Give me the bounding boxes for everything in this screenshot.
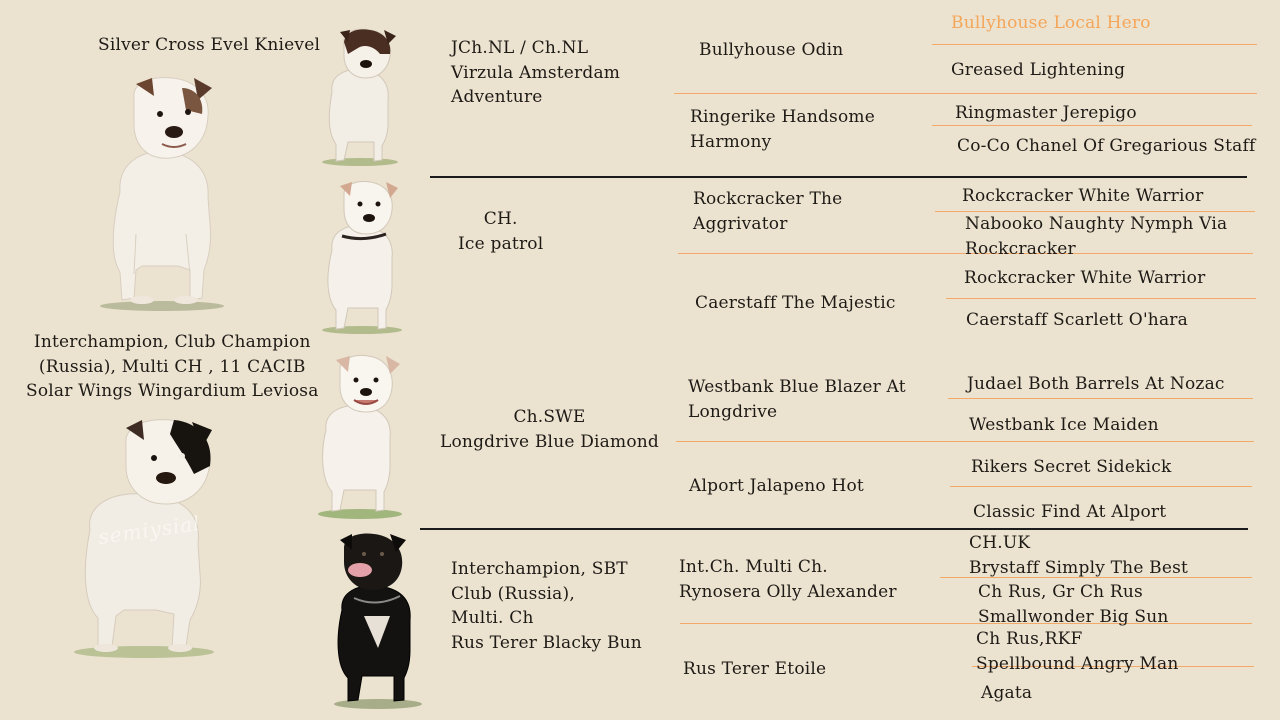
gen3-entry-6: Nabooko Naughty Nymph Via Rockcracker (965, 214, 1228, 259)
gen3-entry-8: Caerstaff Scarlett O'hara (966, 310, 1188, 330)
gen2-entry-1: Bullyhouse Odin (699, 40, 844, 60)
gen3-entry-11: Rikers Secret Sidekick (971, 457, 1172, 477)
separator-line (946, 298, 1256, 299)
gen1-entry-1: JCh.NL / Ch.NL Virzula Amsterdam Adventure (451, 38, 621, 107)
gen3-entry-7: Rockcracker White Warrior (964, 268, 1206, 288)
separator-line (676, 441, 1254, 442)
separator-line (932, 44, 1257, 45)
gen2-entry-5: Westbank Blue Blazer At Longdrive (688, 377, 906, 422)
gen3-entry-9: Judael Both Barrels At Nozac (967, 374, 1225, 394)
separator-line (674, 93, 1257, 94)
gen3-entry-13: CH.UK Brystaff Simply The Best (969, 533, 1189, 578)
gen1-photo-2 (314, 180, 410, 336)
dam-name: Interchampion, Club Champion (Russia), Multi CH , 11 CACIB Solar Wings Wingardium Leviosa (26, 332, 319, 401)
separator-line (950, 486, 1252, 487)
sire-name: Silver Cross Evel Knievel (98, 35, 321, 55)
gen1-entry-4: Interchampion, SBT Club (Russia), Multi. Ch Rus Terer Blacky Bun (451, 559, 642, 653)
sire-photo (82, 74, 242, 314)
gen3-entry-14: Ch Rus, Gr Ch Rus Smallwonder Big Sun (978, 582, 1169, 627)
gen2-entry-7: Int.Ch. Multi Ch. Rynosera Olly Alexander (679, 557, 897, 602)
gen1-entry-2: CH. Ice patrol (458, 209, 544, 254)
gen1-photo-4 (326, 530, 430, 710)
gen3-entry-10: Westbank Ice Maiden (969, 415, 1159, 435)
divider-line (430, 176, 1247, 178)
gen2-entry-8: Rus Terer Etoile (683, 659, 827, 679)
gen2-entry-3: Rockcracker The Aggrivator (693, 189, 843, 234)
gen3-entry-3: Ringmaster Jerepigo (955, 103, 1137, 123)
gen3-entry-2: Greased Lightening (951, 60, 1126, 80)
gen3-entry-16: Agata (981, 683, 1033, 703)
gen1-photo-1 (314, 28, 408, 168)
gen1-photo-3 (310, 354, 410, 520)
gen2-entry-4: Caerstaff The Majestic (695, 293, 896, 313)
gen1-entry-3: Ch.SWE Longdrive Blue Diamond (440, 407, 660, 452)
gen2-entry-2: Ringerike Handsome Harmony (690, 107, 875, 152)
gen3-entry-1: Bullyhouse Local Hero (951, 13, 1151, 33)
watermark: semiysial (96, 510, 202, 550)
divider-line (420, 528, 1248, 530)
gen3-entry-15: Ch Rus,RKF Spellbound Angry Man (976, 629, 1179, 674)
gen3-entry-12: Classic Find At Alport (973, 502, 1167, 522)
separator-line (948, 398, 1253, 399)
gen3-entry-4: Co-Co Chanel Of Gregarious Staff (957, 136, 1256, 156)
gen3-entry-5: Rockcracker White Warrior (962, 186, 1204, 206)
gen2-entry-6: Alport Jalapeno Hot (689, 476, 864, 496)
